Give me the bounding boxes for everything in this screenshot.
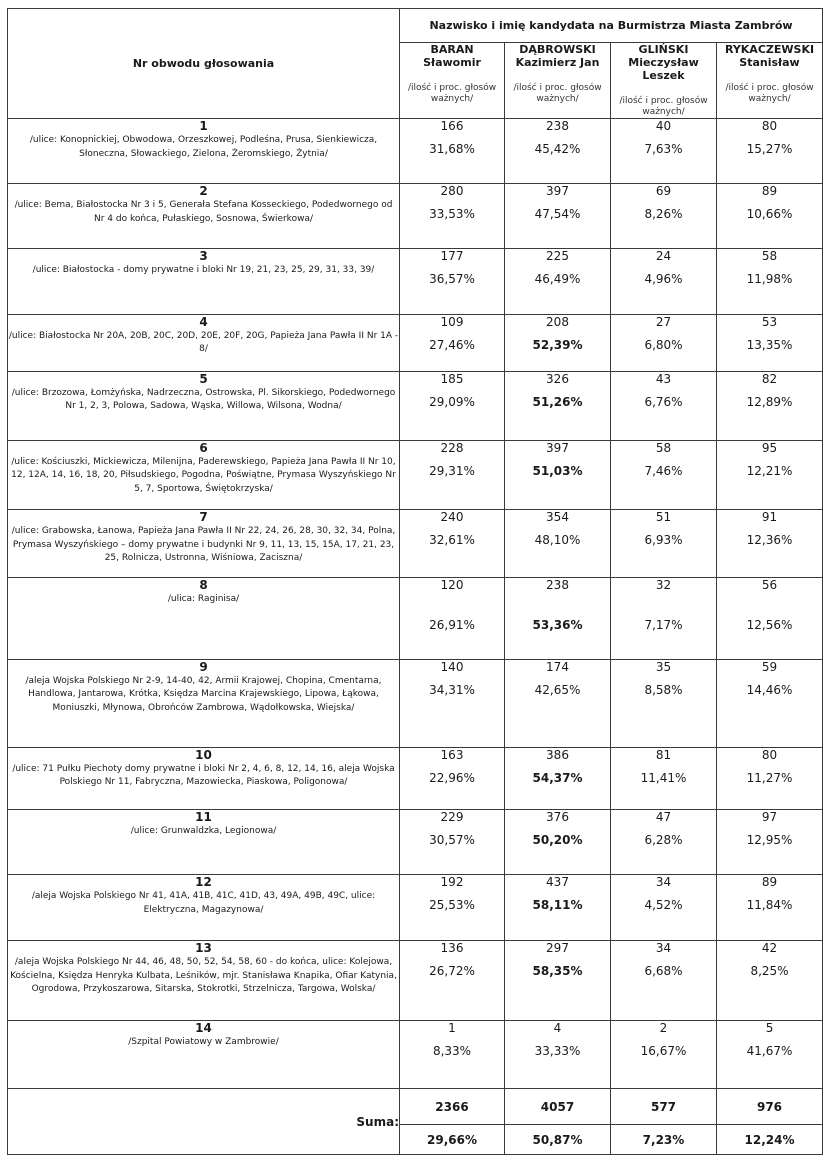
vote-percent: 6,68% xyxy=(644,964,683,979)
vote-cell-dabrowski xyxy=(505,314,611,371)
vote-count: 208 xyxy=(546,314,569,329)
vote-percent: 6,80% xyxy=(644,337,683,352)
district-streets: /ulice: 71 Pułku Piechoty domy prywatne i bloki Nr 2, 4, 6, 8, 12, 14, 16, aleja Wojska Polskiego Nr 11, Fabryczna, Mazowiecka, Piaskowa, Poligonowa/ xyxy=(12,763,395,788)
vote-cell-dabrowski xyxy=(505,249,611,314)
vote-percent: 10,66% xyxy=(746,207,793,222)
vote-cell-dabrowski xyxy=(505,371,611,440)
vote-cell-rykaczewski xyxy=(717,578,823,659)
vote-percent: 33,33% xyxy=(534,1043,581,1058)
district-row xyxy=(8,184,823,249)
vote-cell-glinski xyxy=(611,371,717,440)
vote-cell-dabrowski xyxy=(505,941,611,1020)
district-streets: /aleja Wojska Polskiego Nr 2-9, 14-40, 42, Armii Krajowej, Chopina, Cmentarna, Handlowa, Jantarowa, Krótka, Księdza Marcina Krajewskiego, Lipowa, Łąkowa, Moniuszki, Młynowa, Obrońców Zambrowa, Wądołkowska, Wiejska/ xyxy=(25,675,382,713)
sum-percent-baran: 29,66% xyxy=(400,1125,505,1155)
candidate-header-rykaczewski xyxy=(717,43,823,119)
vote-percent: 50,20% xyxy=(532,833,583,848)
vote-percent: 42,65% xyxy=(534,682,581,697)
vote-cell-baran xyxy=(400,119,505,184)
vote-count: 53 xyxy=(761,314,778,329)
vote-percent: 31,68% xyxy=(429,142,475,156)
vote-cell-baran xyxy=(400,371,505,440)
vote-cell-dabrowski xyxy=(505,659,611,747)
sum-count-rykaczewski: 976 xyxy=(717,1089,823,1125)
vote-count: 97 xyxy=(761,810,778,825)
vote-cell-rykaczewski xyxy=(717,371,823,440)
vote-count: 2 xyxy=(659,1020,668,1035)
district-number: 5 xyxy=(199,371,208,386)
sum-count-dabrowski: 4057 xyxy=(505,1089,611,1125)
vote-percent: 12,36% xyxy=(746,533,793,548)
district-rows xyxy=(8,119,823,1089)
vote-cell-baran xyxy=(400,578,505,659)
vote-count: 174 xyxy=(546,659,569,674)
vote-cell-rykaczewski xyxy=(717,440,823,509)
district-row xyxy=(8,875,823,941)
election-results-table xyxy=(7,8,823,1155)
vote-count: 240 xyxy=(440,510,464,525)
candidate-header-dabrowski xyxy=(505,43,611,119)
district-row xyxy=(8,941,823,1020)
candidates-super-header: Nazwisko i imię kandydata na Burmistrza Miasta Zambrów xyxy=(400,9,823,43)
vote-cell-rykaczewski xyxy=(717,119,823,184)
vote-cell-dabrowski xyxy=(505,440,611,509)
vote-cell-baran xyxy=(400,875,505,941)
vote-cell-dabrowski xyxy=(505,1020,611,1088)
district-streets: /ulice: Białostocka - domy prywatne i bloki Nr 19, 21, 23, 25, 29, 31, 33, 39/ xyxy=(32,265,375,276)
vote-cell-baran xyxy=(400,249,505,314)
vote-percent: 48,10% xyxy=(534,533,581,548)
vote-count: 82 xyxy=(761,371,778,386)
vote-percent: 34,31% xyxy=(429,682,475,697)
district-row xyxy=(8,371,823,440)
vote-count: 40 xyxy=(655,119,672,133)
vote-percent: 47,54% xyxy=(534,207,581,222)
candidate-header-glinski xyxy=(611,43,717,119)
vote-percent: 52,39% xyxy=(532,337,583,352)
vote-count: 163 xyxy=(440,747,464,762)
vote-percent: 46,49% xyxy=(534,272,581,287)
vote-percent: 13,35% xyxy=(746,337,793,352)
vote-cell-dabrowski xyxy=(505,875,611,941)
vote-percent: 51,26% xyxy=(532,394,583,409)
district-row xyxy=(8,1020,823,1088)
vote-percent: 11,98% xyxy=(746,272,793,287)
vote-count: 192 xyxy=(440,875,464,890)
candidate-name: DĄBROWSKI Kazimierz Jan xyxy=(515,43,600,69)
vote-percent: 27,46% xyxy=(429,337,475,352)
district-row xyxy=(8,249,823,314)
vote-percent: 22,96% xyxy=(429,770,475,785)
district-number: 3 xyxy=(199,249,208,264)
vote-cell-glinski xyxy=(611,578,717,659)
vote-cell-rykaczewski xyxy=(717,510,823,578)
sum-percent-rykaczewski: 12,24% xyxy=(717,1125,823,1155)
district-streets: /ulice: Grabowska, Łanowa, Papieża Jana Pawła II Nr 22, 24, 26, 28, 30, 32, 34, Polna, Prymasa Wyszyńskiego – domy prywatne i budynki Nr 9, 11, 13, 15, 15A, 17, 21, 23, 25, Rolnicza, Ustronna, Wiśniowa, Zaciszna/ xyxy=(11,526,396,564)
district-row xyxy=(8,747,823,809)
vote-percent: 26,72% xyxy=(429,964,475,979)
vote-count: 166 xyxy=(440,119,464,133)
candidate-name: BARAN Sławomir xyxy=(423,43,481,69)
vote-percent: 53,36% xyxy=(532,618,583,633)
district-cell xyxy=(8,510,400,578)
vote-cell-glinski xyxy=(611,314,717,371)
vote-count: 4 xyxy=(553,1020,562,1035)
vote-percent: 4,96% xyxy=(644,272,683,287)
vote-cell-glinski xyxy=(611,659,717,747)
vote-count: 27 xyxy=(655,314,672,329)
vote-cell-glinski xyxy=(611,119,717,184)
vote-percent: 29,09% xyxy=(429,394,475,409)
vote-cell-glinski xyxy=(611,875,717,941)
vote-count: 397 xyxy=(546,440,569,455)
sum-label: Suma: xyxy=(8,1089,400,1155)
vote-count: 35 xyxy=(655,659,672,674)
district-cell xyxy=(8,941,400,1020)
vote-count: 238 xyxy=(546,119,569,133)
district-cell xyxy=(8,249,400,314)
vote-percent: 29,31% xyxy=(429,463,475,478)
vote-cell-dabrowski xyxy=(505,510,611,578)
vote-cell-dabrowski xyxy=(505,810,611,875)
vote-cell-rykaczewski xyxy=(717,747,823,809)
vote-percent: 30,57% xyxy=(429,833,475,848)
district-number: 13 xyxy=(195,941,212,956)
vote-count: 228 xyxy=(440,440,464,455)
vote-percent: 6,76% xyxy=(644,394,683,409)
vote-count: 81 xyxy=(655,747,672,762)
candidate-subtitle: /ilość i proc. głosów ważnych/ xyxy=(619,96,708,117)
vote-count: 437 xyxy=(546,875,569,890)
vote-count: 32 xyxy=(655,578,672,593)
district-streets: /aleja Wojska Polskiego Nr 41, 41A, 41B, 41C, 41D, 43, 49A, 49B, 49C, ulice: Elektryczna, Magazynowa/ xyxy=(31,891,376,915)
district-streets: /aleja Wojska Polskiego Nr 44, 46, 48, 50, 52, 54, 58, 60 - do końca, ulice: Kolejowa, Kościelna, Księdza Henryka Kulbata, Leśników, mjr. Stanisława Knapika, Ofiar Katynia, Ogrodowa, Przykoszarowa, Sitarska, Stokrotki, Strzelnicza, Targowa, Wolska/ xyxy=(10,957,397,995)
vote-percent: 6,93% xyxy=(644,533,683,548)
district-cell xyxy=(8,371,400,440)
vote-percent: 12,56% xyxy=(746,618,793,633)
vote-count: 354 xyxy=(546,510,569,525)
vote-count: 47 xyxy=(655,810,672,825)
vote-percent: 45,42% xyxy=(534,142,581,156)
vote-count: 397 xyxy=(546,184,569,199)
vote-cell-baran xyxy=(400,810,505,875)
vote-percent: 14,46% xyxy=(746,682,793,697)
district-cell xyxy=(8,659,400,747)
district-number: 2 xyxy=(199,184,208,199)
vote-percent: 26,91% xyxy=(429,618,475,633)
vote-percent: 32,61% xyxy=(429,533,475,548)
vote-cell-dabrowski xyxy=(505,119,611,184)
candidate-subtitle: /ilość i proc. głosów ważnych/ xyxy=(725,83,814,104)
vote-count: 177 xyxy=(440,249,464,264)
vote-percent: 12,95% xyxy=(746,833,793,848)
vote-count: 42 xyxy=(761,941,778,956)
vote-cell-glinski xyxy=(611,810,717,875)
vote-count: 225 xyxy=(546,249,569,264)
vote-percent: 16,67% xyxy=(640,1043,687,1058)
vote-cell-baran xyxy=(400,314,505,371)
vote-cell-glinski xyxy=(611,184,717,249)
vote-count: 34 xyxy=(655,941,672,956)
vote-percent: 11,27% xyxy=(746,770,793,785)
vote-cell-glinski xyxy=(611,1020,717,1088)
district-number: 14 xyxy=(195,1020,212,1035)
vote-count: 120 xyxy=(440,578,464,593)
district-row xyxy=(8,578,823,659)
district-streets: /ulica: Raginisa/ xyxy=(167,594,240,605)
vote-count: 297 xyxy=(546,941,569,956)
sum-count-row xyxy=(8,1089,823,1125)
vote-percent: 41,67% xyxy=(746,1043,793,1058)
district-row xyxy=(8,810,823,875)
vote-count: 238 xyxy=(546,578,569,593)
vote-cell-glinski xyxy=(611,249,717,314)
district-streets: /ulice: Brzozowa, Łomżyńska, Nadrzeczna, Ostrowska, Pl. Sikorskiego, Podedwornego Nr 1, 2, 3, Polowa, Sadowa, Wąska, Willowa, Wilsona, Wodna/ xyxy=(11,387,396,412)
vote-count: 185 xyxy=(440,371,464,386)
vote-cell-baran xyxy=(400,440,505,509)
vote-percent: 8,33% xyxy=(432,1043,472,1058)
vote-cell-glinski xyxy=(611,440,717,509)
district-column-header: Nr obwodu głosowania xyxy=(8,9,400,119)
district-cell xyxy=(8,314,400,371)
vote-count: 5 xyxy=(765,1020,774,1035)
vote-count: 51 xyxy=(655,510,672,525)
vote-cell-baran xyxy=(400,510,505,578)
vote-cell-rykaczewski xyxy=(717,659,823,747)
candidate-subtitle: /ilość i proc. głosów ważnych/ xyxy=(513,83,602,104)
vote-count: 24 xyxy=(655,249,672,264)
district-cell xyxy=(8,875,400,941)
district-streets: /ulice: Bema, Białostocka Nr 3 i 5, Generała Stefana Kosseckiego, Podedwornego od Nr 4 do końca, Pułaskiego, Sosnowa, Świerkowa/ xyxy=(14,200,393,224)
vote-count: 95 xyxy=(761,440,778,455)
sum-count-glinski: 577 xyxy=(611,1089,717,1125)
vote-percent: 25,53% xyxy=(429,898,475,913)
sum-count-baran: 2366 xyxy=(400,1089,505,1125)
district-number: 9 xyxy=(199,659,208,674)
vote-count: 280 xyxy=(440,184,464,199)
vote-count: 80 xyxy=(761,119,778,133)
vote-count: 58 xyxy=(655,440,672,455)
vote-percent: 11,84% xyxy=(746,898,793,913)
district-number: 10 xyxy=(195,747,212,762)
vote-count: 229 xyxy=(440,810,464,825)
vote-cell-dabrowski xyxy=(505,184,611,249)
sum-percent-dabrowski: 50,87% xyxy=(505,1125,611,1155)
vote-percent: 12,21% xyxy=(746,463,793,478)
vote-cell-baran xyxy=(400,747,505,809)
vote-percent: 33,53% xyxy=(429,207,475,222)
district-streets: /ulice: Białostocka Nr 20A, 20B, 20C, 20D, 20E, 20F, 20G, Papieża Jana Pawła II Nr 1A - 8/ xyxy=(8,330,399,355)
district-row xyxy=(8,510,823,578)
district-cell xyxy=(8,1020,400,1088)
vote-count: 376 xyxy=(546,810,569,825)
district-cell xyxy=(8,440,400,509)
vote-count: 34 xyxy=(655,875,672,890)
district-cell xyxy=(8,184,400,249)
vote-percent: 6,28% xyxy=(644,833,683,848)
district-number: 6 xyxy=(199,440,208,455)
vote-count: 89 xyxy=(761,875,778,890)
candidate-header-baran xyxy=(400,43,505,119)
vote-count: 326 xyxy=(546,371,569,386)
vote-count: 56 xyxy=(761,578,778,593)
vote-cell-baran xyxy=(400,659,505,747)
district-streets: /ulice: Konopnickiej, Obwodowa, Orzeszkowej, Podleśna, Prusa, Sienkiewicza, Słoneczna, Słowackiego, Zielona, Żeromskiego, Żytnia/ xyxy=(29,135,378,159)
vote-count: 80 xyxy=(761,747,778,762)
vote-count: 91 xyxy=(761,510,778,525)
vote-cell-rykaczewski xyxy=(717,184,823,249)
district-number: 7 xyxy=(199,510,208,525)
candidate-name: RYKACZEWSKI Stanisław xyxy=(724,43,815,69)
vote-cell-rykaczewski xyxy=(717,314,823,371)
vote-count: 140 xyxy=(440,659,464,674)
district-cell xyxy=(8,119,400,184)
district-number: 4 xyxy=(199,314,208,329)
vote-percent: 15,27% xyxy=(746,142,793,156)
vote-percent: 36,57% xyxy=(429,272,475,287)
district-number: 12 xyxy=(195,875,212,890)
vote-cell-rykaczewski xyxy=(717,249,823,314)
vote-cell-rykaczewski xyxy=(717,1020,823,1088)
vote-count: 136 xyxy=(440,941,464,956)
vote-percent: 58,35% xyxy=(532,964,583,979)
vote-percent: 58,11% xyxy=(532,898,583,913)
super-header-row xyxy=(8,9,823,43)
vote-percent: 54,37% xyxy=(532,770,583,785)
vote-count: 69 xyxy=(655,184,672,199)
vote-percent: 12,89% xyxy=(746,394,793,409)
vote-percent: 4,52% xyxy=(644,898,683,913)
vote-percent: 51,03% xyxy=(532,463,583,478)
vote-cell-dabrowski xyxy=(505,578,611,659)
vote-cell-rykaczewski xyxy=(717,810,823,875)
district-number: 1 xyxy=(199,119,208,133)
vote-percent: 8,58% xyxy=(644,682,683,697)
vote-count: 59 xyxy=(761,659,778,674)
vote-count: 386 xyxy=(546,747,569,762)
vote-cell-baran xyxy=(400,184,505,249)
vote-cell-baran xyxy=(400,941,505,1020)
vote-count: 89 xyxy=(761,184,778,199)
district-streets: /ulice: Kościuszki, Mickiewicza, Milenijna, Paderewskiego, Papieża Jana Pawła II Nr 10, 12, 12A, 14, 16, 18, 20, Piłsudskiego, Pogodna, Poświątne, Prymasa Wyszyńskiego Nr 5, 7, Sportowa, Świętokrzyska/ xyxy=(11,456,396,494)
district-number: 11 xyxy=(195,810,212,825)
vote-percent: 8,25% xyxy=(750,964,789,979)
vote-count: 58 xyxy=(761,249,778,264)
district-cell xyxy=(8,747,400,809)
candidate-subtitle: /ilość i proc. głosów ważnych/ xyxy=(407,83,497,104)
district-cell xyxy=(8,810,400,875)
district-number: 8 xyxy=(199,578,208,593)
vote-cell-glinski xyxy=(611,747,717,809)
district-row xyxy=(8,659,823,747)
district-streets: /ulice: Grunwaldzka, Legionowa/ xyxy=(130,826,277,837)
vote-cell-glinski xyxy=(611,941,717,1020)
vote-percent: 7,63% xyxy=(644,142,683,156)
district-row xyxy=(8,314,823,371)
vote-count: 1 xyxy=(448,1020,456,1035)
vote-count: 43 xyxy=(655,371,672,386)
vote-cell-dabrowski xyxy=(505,747,611,809)
vote-cell-baran xyxy=(400,1020,505,1088)
vote-percent: 8,26% xyxy=(644,207,683,222)
vote-count: 109 xyxy=(440,314,464,329)
vote-cell-glinski xyxy=(611,510,717,578)
district-row xyxy=(8,440,823,509)
district-streets: /Szpital Powiatowy w Zambrowie/ xyxy=(128,1036,279,1047)
sum-percent-glinski: 7,23% xyxy=(611,1125,717,1155)
candidate-name: GLIŃSKI Mieczysław Leszek xyxy=(628,43,699,82)
district-row xyxy=(8,119,823,184)
district-cell xyxy=(8,578,400,659)
vote-cell-rykaczewski xyxy=(717,941,823,1020)
vote-percent: 7,46% xyxy=(644,463,683,478)
vote-percent: 11,41% xyxy=(640,770,687,785)
vote-cell-rykaczewski xyxy=(717,875,823,941)
vote-percent: 7,17% xyxy=(644,618,683,633)
